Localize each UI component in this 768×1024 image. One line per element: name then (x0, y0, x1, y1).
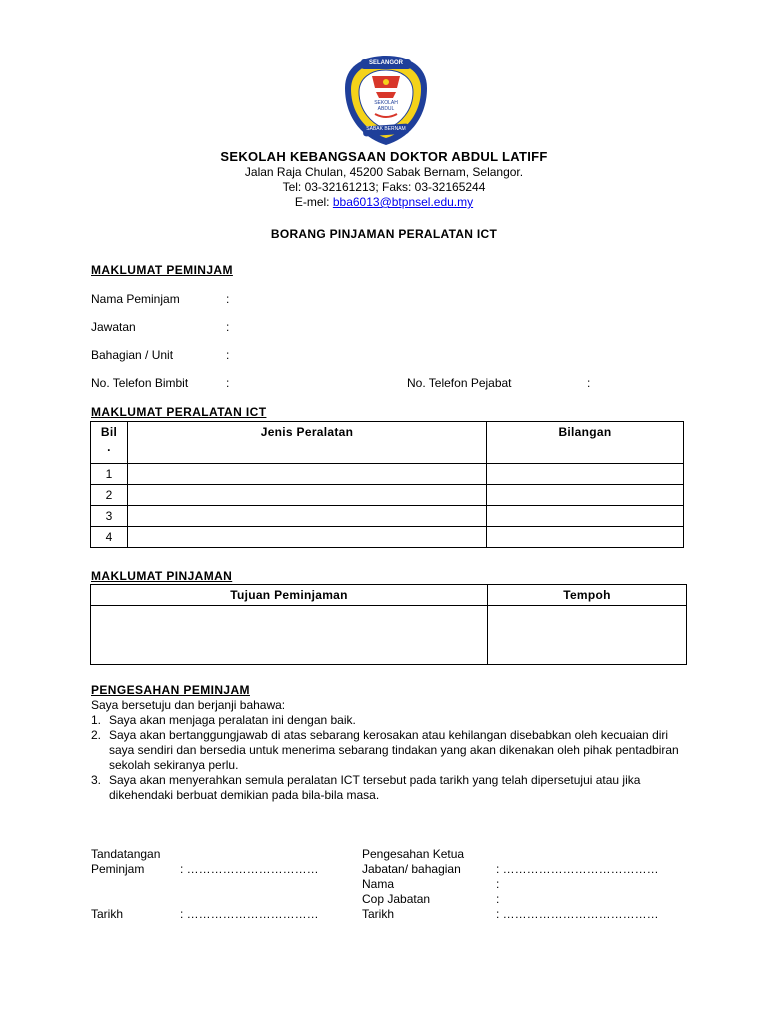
list-item (91, 728, 691, 773)
mobile-phone-colon: : (226, 376, 230, 390)
head-name-label: Nama (362, 877, 395, 891)
quantity-cell[interactable] (487, 527, 684, 548)
head-signature-line[interactable]: : ………………………………… (496, 862, 659, 876)
col-tujuan-peminjaman: Tujuan Peminjaman (91, 585, 488, 606)
school-name: SEKOLAH KEBANGSAAN DOKTOR ABDUL LATIFF (220, 149, 548, 164)
form-title: BORANG PINJAMAN PERALATAN ICT (270, 227, 498, 241)
list-item-number: 1. (91, 713, 102, 727)
loan-heading: MAKLUMAT PINJAMAN (91, 569, 233, 583)
head-name-colon[interactable]: : (496, 877, 500, 891)
row-number: 4 (91, 527, 128, 548)
col-bilangan: Bilangan (487, 422, 684, 464)
department-label: Bahagian / Unit (91, 348, 174, 362)
position-colon: : (226, 320, 230, 334)
office-phone-colon: : (587, 376, 591, 390)
col-tempoh: Tempoh (488, 585, 687, 606)
logo-center-text: SEKOLAH ABDUL (374, 100, 398, 112)
logo-bottom-text: SABAK BERNAM (366, 126, 406, 132)
department-stamp-colon[interactable]: : (496, 892, 500, 906)
email-link[interactable]: bba6013@btpnsel.edu.my (332, 195, 474, 209)
purpose-cell[interactable] (91, 606, 488, 665)
confirmation-intro: Saya bersetuju dan berjanji bahawa: (91, 698, 286, 712)
equipment-type-cell[interactable] (128, 527, 487, 548)
list-item-text: Saya akan menjaga peralatan ini dengan baik. (109, 713, 356, 727)
school-logo (341, 52, 431, 148)
list-item-text: Saya akan bertanggungjawab di atas sebarang kerosakan atau kehilangan disebabkan oleh kecuaian diri saya sendiri dan bersedia untuk menerima sebarang tindakan yang akan dikenakan oleh pihak pentadbiran sekolah sekiranya perlu. (109, 728, 679, 772)
borrower-signature-label-1: Tandatangan (91, 847, 161, 861)
head-approval-label-1: Pengesahan Ketua (362, 847, 465, 861)
equipment-type-cell[interactable] (128, 485, 487, 506)
department-stamp-label: Cop Jabatan (362, 892, 431, 906)
department-colon: : (226, 348, 230, 362)
col-jenis-peralatan: Jenis Peralatan (128, 422, 487, 464)
quantity-cell[interactable] (487, 506, 684, 527)
head-date-label: Tarikh (362, 907, 395, 921)
head-approval-label-2: Jabatan/ bahagian (362, 862, 461, 876)
list-item-number: 2. (91, 728, 102, 742)
row-number: 3 (91, 506, 128, 527)
bil-dot: . (107, 440, 111, 454)
quantity-cell[interactable] (487, 464, 684, 485)
equipment-type-cell[interactable] (128, 506, 487, 527)
loan-header-row (91, 585, 687, 606)
email-label: E-mel: (294, 195, 333, 209)
confirmation-list (91, 713, 691, 803)
col-bil: Bil . (91, 422, 128, 464)
list-item (91, 773, 691, 803)
mobile-phone-label: No. Telefon Bimbit (91, 376, 189, 390)
quantity-cell[interactable] (487, 485, 684, 506)
loan-table (90, 584, 687, 665)
head-date-line[interactable]: : ………………………………… (496, 907, 659, 921)
equipment-heading: MAKLUMAT PERALATAN ICT (91, 405, 267, 419)
borrower-signature-line[interactable]: : …………………………… (180, 862, 319, 876)
list-item-number: 3. (91, 773, 102, 787)
table-row (91, 606, 687, 665)
equipment-header-row (91, 422, 684, 464)
table-row (91, 485, 684, 506)
row-number: 1 (91, 464, 128, 485)
borrower-date-line[interactable]: : …………………………… (180, 907, 319, 921)
equipment-type-cell[interactable] (128, 464, 487, 485)
table-row (91, 464, 684, 485)
confirmation-heading: PENGESAHAN PEMINJAM (91, 683, 250, 697)
position-label: Jawatan (91, 320, 136, 334)
borrower-signature-label-2: Peminjam (91, 862, 145, 876)
borrower-heading: MAKLUMAT PEMINJAM (91, 263, 233, 277)
table-row (91, 506, 684, 527)
school-tel-fax: Tel: 03-32161213; Faks: 03-32165244 (282, 180, 486, 194)
table-row (91, 527, 684, 548)
borrower-name-colon: : (226, 292, 230, 306)
school-address: Jalan Raja Chulan, 45200 Sabak Bernam, Selangor. (244, 165, 524, 179)
office-phone-label: No. Telefon Pejabat (407, 376, 512, 390)
list-item (91, 713, 691, 728)
equipment-table (90, 421, 684, 548)
school-email (0, 195, 768, 209)
list-item-text: Saya akan menyerahkan semula peralatan ICT tersebut pada tarikh yang telah dipersetujui atau jika dikehendaki berbuat demikian pada bila-bila masa. (109, 773, 641, 802)
logo-top-text: SELANGOR (368, 60, 403, 66)
borrower-name-label: Nama Peminjam (91, 292, 180, 306)
row-number: 2 (91, 485, 128, 506)
borrower-date-label: Tarikh (91, 907, 124, 921)
duration-cell[interactable] (488, 606, 687, 665)
